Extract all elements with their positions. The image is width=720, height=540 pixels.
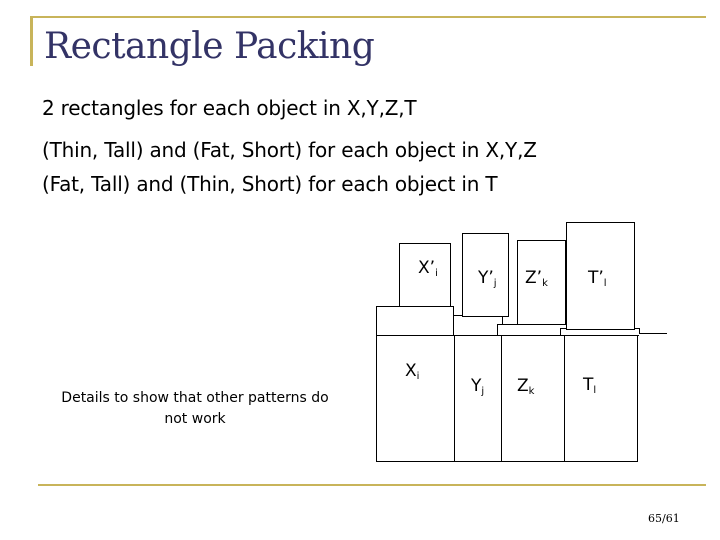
label-z-prime: $Z’_k$ (525, 268, 548, 289)
rect-x (376, 335, 455, 462)
label-z: $Z_k$ (517, 376, 535, 397)
label-t-prime: $T’_l$ (588, 268, 607, 289)
slide-title: Rectangle Packing (44, 26, 375, 67)
slide-frame-bottom (38, 484, 706, 486)
rect-y (454, 335, 502, 462)
rect-z (501, 335, 565, 462)
strip-right (639, 333, 667, 336)
page-number: 65/61 (648, 512, 680, 525)
details-note: Details to show that other patterns do not work (61, 390, 329, 427)
body-line-2: (Thin, Tall) and (Fat, Short) for each object in X,Y,Z (42, 138, 537, 162)
strip-y-z (497, 324, 569, 336)
label-y: $Y_j$ (471, 376, 485, 397)
label-x: $X_i$ (405, 361, 420, 382)
body-line-3: (Fat, Tall) and (Thin, Short) for each object in T (42, 172, 498, 196)
slide-frame-top (30, 16, 706, 18)
slide-frame-vertical (30, 16, 33, 66)
strip-x-y (449, 315, 503, 336)
label-t: $T_l$ (583, 375, 597, 396)
rect-x-prime-lower (376, 306, 454, 336)
label-y-prime: $Y’_j$ (478, 268, 497, 289)
body-line-1: 2 rectangles for each object in X,Y,Z,T (42, 96, 417, 120)
rect-t (564, 335, 638, 462)
label-x-prime: $X’_i$ (418, 258, 438, 279)
